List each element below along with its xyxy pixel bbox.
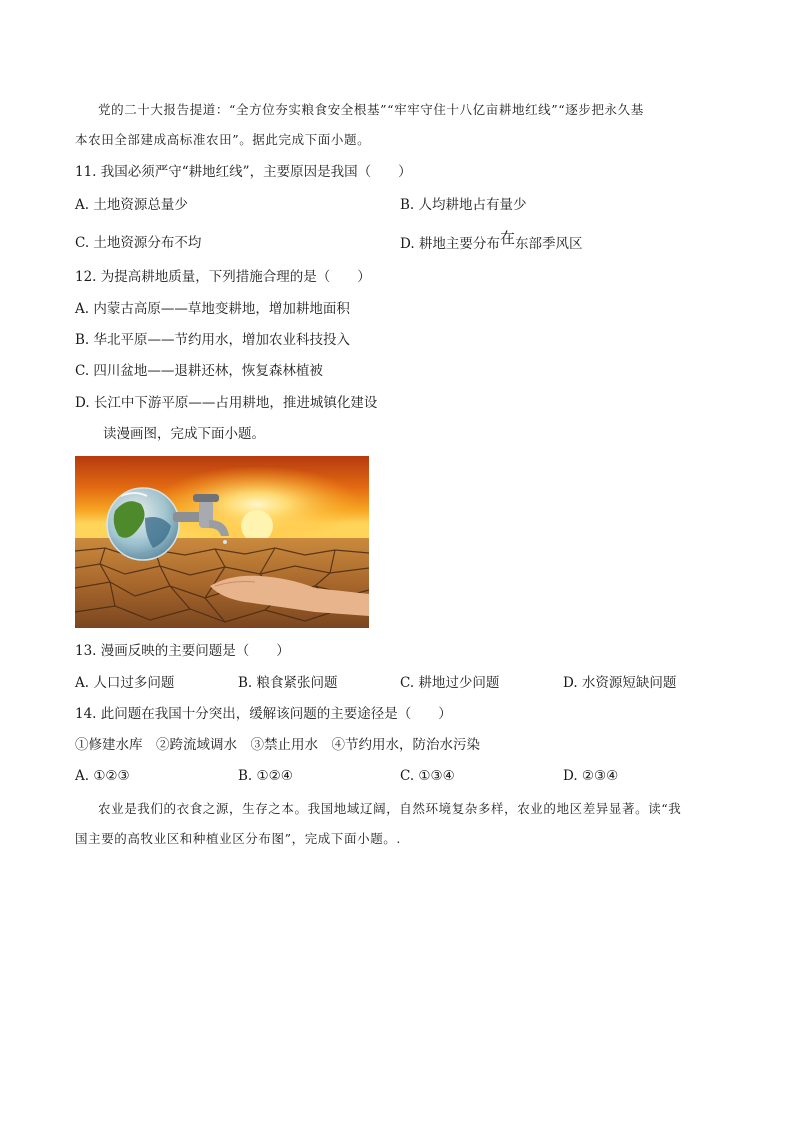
q11-option-d-suffix: 东部季风区 <box>514 236 583 252</box>
cartoon-intro: 读漫画图，完成下面小题。 <box>103 426 265 442</box>
q12-stem: 12. 为提高耕地质量，下列措施合理的是（ ） <box>75 269 371 285</box>
passage2-line2: 国主要的高牧业区和种植业区分布图”，完成下面小题。. <box>75 831 401 846</box>
q11-option-d <box>400 229 583 253</box>
q14-option-a: A. ①②③ <box>75 768 130 784</box>
drought-cartoon-image <box>75 456 369 628</box>
q14-option-d: D. ②③④ <box>563 768 619 784</box>
q14-option-c: C. ①③④ <box>400 768 455 784</box>
q12-option-b: B. 华北平原——节约用水，增加农业科技投入 <box>75 332 351 348</box>
q13-stem: 13. 漫画反映的主要问题是（ ） <box>75 643 290 659</box>
q11-stem: 11. 我国必须严守“耕地红线”，主要原因是我国（ ） <box>75 164 412 180</box>
q11-option-b: B. 人均耕地占有量少 <box>400 197 527 213</box>
q13-option-a: A. 人口过多问题 <box>75 675 175 691</box>
passage1-line2: 本农田全部建成高标准农田”。据此完成下面小题。 <box>75 132 371 147</box>
q14-option-b: B. ①②④ <box>238 768 293 784</box>
q13-option-d: D. 水资源短缺问题 <box>563 675 677 691</box>
q11-option-a: A. 土地资源总量少 <box>75 197 188 213</box>
passage2-line1: 农业是我们的衣食之源，生存之本。我国地域辽阔，自然环境复杂多样，农业的地区差异显著。读“我 <box>98 801 682 816</box>
q12-option-c: C. 四川盆地——退耕还林，恢复森林植被 <box>75 363 323 379</box>
q13-option-b: B. 粮食紧张问题 <box>238 675 338 691</box>
q14-stem: 14. 此问题在我国十分突出，缓解该问题的主要途径是（ ） <box>75 706 452 722</box>
q11-option-c: C. 土地资源分布不均 <box>75 235 202 251</box>
q11-option-d-prefix: D. 耕地主要分布 <box>400 236 500 252</box>
q12-option-d: D. 长江中下游平原——占用耕地，推进城镇化建设 <box>75 395 378 411</box>
q13-option-c: C. 耕地过少问题 <box>400 675 500 691</box>
q14-statements: ①修建水库 ②跨流域调水 ③禁止用水 ④节约用水，防治水污染 <box>75 737 480 753</box>
q12-option-a: A. 内蒙古高原——草地变耕地，增加耕地面积 <box>75 301 350 317</box>
passage1-line1: 党的二十大报告提道：“全方位夯实粮食安全根基”“牢牢守住十八亿亩耕地红线”“逐步把永久基 <box>98 102 644 117</box>
q11-option-d-raised: 在 <box>499 229 515 247</box>
